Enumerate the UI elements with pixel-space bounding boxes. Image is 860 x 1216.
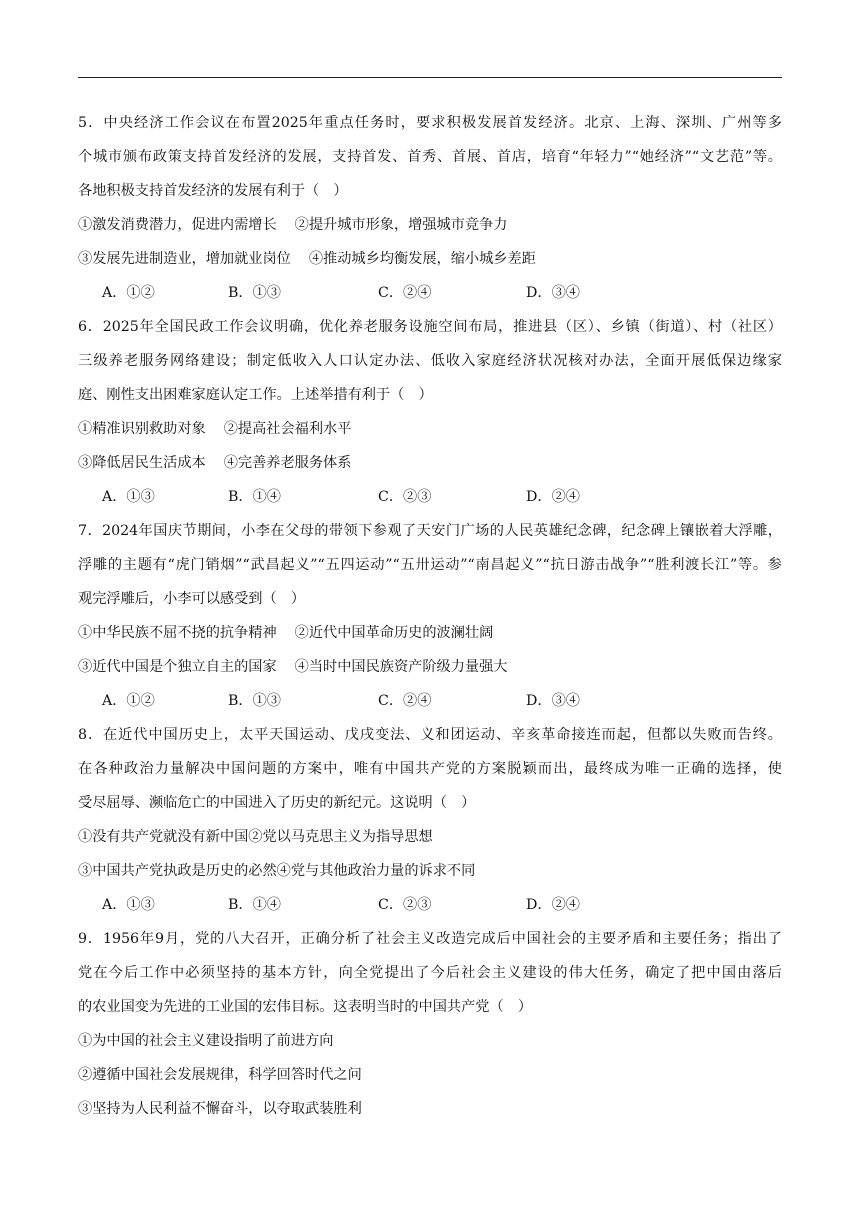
question-9 <box>78 926 782 1130</box>
statement: ④完善养老服务体系 <box>223 455 352 471</box>
statement-row <box>78 1062 782 1096</box>
statement: ④当时中国民族资产阶级力量强大 <box>294 659 508 675</box>
statement: ③近代中国是个独立自主的国家 <box>78 659 277 675</box>
statement-row <box>78 212 782 246</box>
question-stem-line: 庭、刚性支出困难家庭认定工作。上述举措有利于（ ） <box>78 387 433 403</box>
question-stem-line: 党在今后工作中必须坚持的基本方针，向全党提出了今后社会主义建设的伟大任务，确定了把中国由落后 <box>78 965 782 981</box>
statement: ①没有共产党就没有新中国②党以马克思主义为指导思想 <box>78 829 433 845</box>
answer-options <box>78 688 782 722</box>
question-7 <box>78 518 782 722</box>
statement: ①中华民族不屈不挠的抗争精神 <box>78 625 277 641</box>
option-b[interactable]: B．①③ <box>228 285 281 301</box>
statement-row <box>78 620 782 654</box>
question-stem-line: 9．1956年9月，党的八大召开，正确分析了社会主义改造完成后中国社会的主要矛盾和主要任务；指出了 <box>78 931 782 947</box>
statement-row <box>78 824 782 858</box>
question-stem-line: 个城市颁布政策支持首发经济的发展，支持首发、首秀、首展、首店，培育“年轻力”“她经济”“文艺范”等。 <box>78 149 782 165</box>
statement: ①精准识别救助对象 <box>78 421 206 437</box>
statement: ③中国共产党执政是历史的必然④党与其他政治力量的诉求不同 <box>78 863 476 879</box>
option-d[interactable]: D．③④ <box>526 285 580 301</box>
question-stem-line: 浮雕的主题有“虎门销烟”“武昌起义”“五四运动”“五卅运动”“南昌起义”“抗日游击战争”“胜利渡长江”等。参 <box>78 557 782 573</box>
question-6 <box>78 314 782 518</box>
option-b[interactable]: B．①④ <box>228 897 281 913</box>
statement-row <box>78 654 782 688</box>
question-5 <box>78 110 782 314</box>
statement: ④推动城乡均衡发展，缩小城乡差距 <box>308 251 536 267</box>
statement: ②提升城市形象，增强城市竞争力 <box>294 217 508 233</box>
question-stem-line: 6．2025年全国民政工作会议明确，优化养老服务设施空间布局，推进县（区）、乡镇（街道）、村（社区） <box>78 319 782 335</box>
statement: ①为中国的社会主义建设指明了前进方向 <box>78 1033 334 1049</box>
statement: ②遵循中国社会发展规律，科学回答时代之问 <box>78 1067 362 1083</box>
statement: ③坚持为人民利益不懈奋斗，以夺取武装胜利 <box>78 1101 362 1117</box>
option-c[interactable]: C．②③ <box>378 489 432 505</box>
question-stem-line: 各地积极支持首发经济的发展有利于（ ） <box>78 183 348 199</box>
answer-options <box>78 280 782 314</box>
option-b[interactable]: B．①④ <box>228 489 281 505</box>
option-d[interactable]: D．②④ <box>526 489 580 505</box>
statement-row <box>78 450 782 484</box>
statement: ①激发消费潜力，促进内需增长 <box>78 217 277 233</box>
statement-row <box>78 858 782 892</box>
statement-row <box>78 416 782 450</box>
statement: ③发展先进制造业，增加就业岗位 <box>78 251 291 267</box>
option-a[interactable]: A．①③ <box>102 897 155 913</box>
statement: ③降低居民生活成本 <box>78 455 206 471</box>
option-b[interactable]: B．①③ <box>228 693 281 709</box>
option-a[interactable]: A．①② <box>102 693 155 709</box>
header-rule <box>78 77 782 78</box>
question-stem-line: 三级养老服务网络建设；制定低收入人口认定办法、低收入家庭经济状况核对办法，全面开展低保边缘家 <box>78 353 782 369</box>
answer-options <box>78 892 782 926</box>
option-c[interactable]: C．②③ <box>378 897 432 913</box>
statement-row <box>78 1096 782 1130</box>
question-stem-line: 7．2024年国庆节期间，小李在父母的带领下参观了天安门广场的人民英雄纪念碑，纪念碑上镶嵌着大浮雕， <box>78 523 782 539</box>
option-c[interactable]: C．②④ <box>378 693 432 709</box>
question-list <box>78 110 782 1130</box>
option-a[interactable]: A．①③ <box>102 489 155 505</box>
option-d[interactable]: D．③④ <box>526 693 580 709</box>
question-stem-line: 观完浮雕后，小李可以感受到（ ） <box>78 591 306 607</box>
statement-row <box>78 1028 782 1062</box>
option-c[interactable]: C．②④ <box>378 285 432 301</box>
question-stem-line: 5．中央经济工作会议在布置2025年重点任务时，要求积极发展首发经济。北京、上海、深圳、广州等多 <box>78 115 782 131</box>
statement-row <box>78 246 782 280</box>
question-stem-line: 在各种政治力量解决中国问题的方案中，唯有中国共产党的方案脱颖而出，最终成为唯一正确的选择，使 <box>78 761 782 777</box>
question-stem-line: 受尽屈辱、濒临危亡的中国进入了历史的新纪元。这说明（ ） <box>78 795 476 811</box>
question-stem-line: 8．在近代中国历史上，太平天国运动、戊戌变法、义和团运动、辛亥革命接连而起，但都以失败而告终。 <box>78 727 782 743</box>
option-d[interactable]: D．②④ <box>526 897 580 913</box>
answer-options <box>78 484 782 518</box>
statement: ②提高社会福利水平 <box>223 421 352 437</box>
statement: ②近代中国革命历史的波澜壮阔 <box>294 625 494 641</box>
question-stem-line: 的农业国变为先进的工业国的宏伟目标。这表明当时的中国共产党（ ） <box>78 999 533 1015</box>
option-a[interactable]: A．①② <box>102 285 155 301</box>
question-8 <box>78 722 782 926</box>
